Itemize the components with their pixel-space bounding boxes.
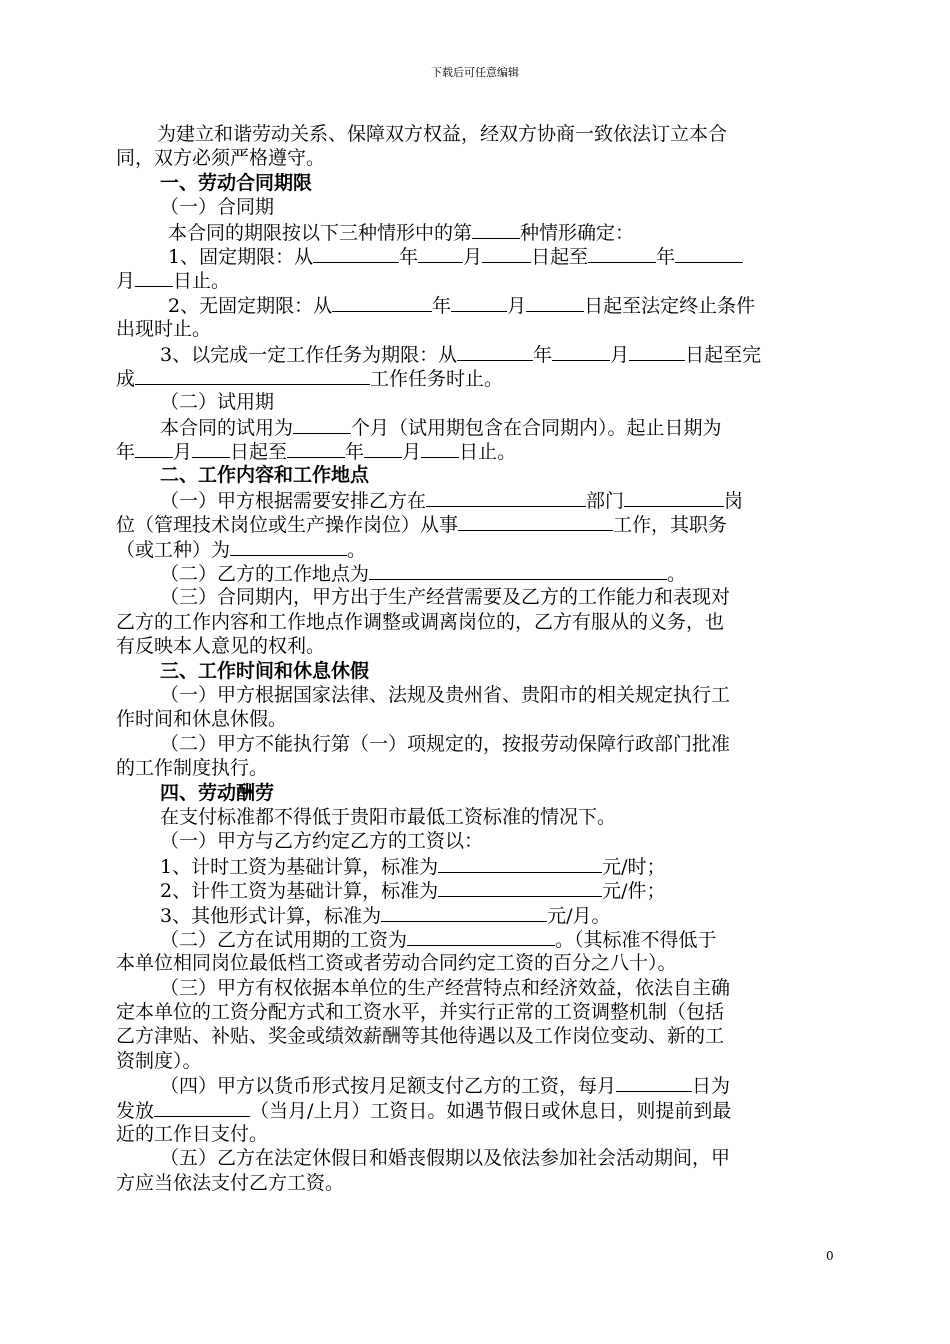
paragraph-line: 1、固定期限：从 年 月 日起至 年 xyxy=(116,244,838,268)
paragraph-line: 作时间和休息休假。 xyxy=(116,708,288,731)
blank-field[interactable] xyxy=(421,439,459,458)
blank-field[interactable] xyxy=(332,293,432,312)
paragraph-line: 的工作制度执行。 xyxy=(116,757,269,780)
paragraph-line: 2、计件工资为基础计算，标准为 元/件； xyxy=(160,880,666,903)
paragraph-line: （三）甲方有权依据本单位的生产经营特点和经济效益，依法自主确 xyxy=(160,976,731,999)
blank-field[interactable] xyxy=(438,878,602,897)
blank-field[interactable] xyxy=(369,561,667,580)
paragraph-line: 年 月 日起至 年 月 日止。 xyxy=(116,441,517,464)
blank-field[interactable] xyxy=(552,342,610,361)
paragraph-line: （一）甲方根据国家法律、法规及贵州省、贵阳市的相关规定执行工 xyxy=(160,683,731,706)
subsection-heading: （一）合同期 xyxy=(160,196,275,219)
paragraph-line: 月 日止。 xyxy=(116,270,231,293)
paragraph-line: 1、计时工资为基础计算，标准为 元/时； xyxy=(160,855,666,878)
paragraph-line: （一）甲方与乙方约定乙方的工资以： xyxy=(160,830,484,853)
subsection-heading: （二）试用期 xyxy=(160,391,275,414)
paragraph-line: 有反映本人意见的权利。 xyxy=(116,635,326,658)
paragraph-line: 同，双方必须严格遵守。 xyxy=(116,147,326,170)
paragraph-line: 在支付标准都不得低于贵阳市最低工资标准的情况下。 xyxy=(160,805,617,828)
paragraph-line: （一）甲方根据需要安排乙方在 部门 岗 xyxy=(160,489,744,512)
blank-field[interactable] xyxy=(135,439,173,458)
blank-field[interactable] xyxy=(381,903,547,922)
blank-field[interactable] xyxy=(438,854,602,873)
blank-field[interactable] xyxy=(588,244,656,263)
blank-field[interactable] xyxy=(313,244,399,263)
section-heading: 二、工作内容和工作地点 xyxy=(160,464,370,487)
paragraph-line: 为建立和谐劳动关系、保障双方权益，经双方协商一致依法订立本合 xyxy=(157,123,728,145)
blank-field[interactable] xyxy=(364,439,402,458)
paragraph-line: （二）乙方在试用期的工资为 。（其标准不得低于 xyxy=(160,928,717,951)
blank-field[interactable] xyxy=(154,1098,250,1117)
paragraph-line: 资制度）。 xyxy=(116,1049,202,1072)
paragraph-line: 乙方津贴、补贴、奖金或绩效薪酬等其他待遇以及工作岗位变动、新的工 xyxy=(116,1025,725,1048)
paragraph-line: 本合同的期限按以下三种情形中的第 种情形确定： xyxy=(168,221,635,244)
paragraph-line: 3、以完成一定工作任务为期限：从 年 月 日起至完 xyxy=(160,343,762,366)
blank-field[interactable] xyxy=(293,415,351,434)
page-header: 下载后可任意编辑 xyxy=(431,66,519,79)
blank-field[interactable] xyxy=(418,244,463,263)
section-heading: 一、劳动合同期限 xyxy=(160,171,313,194)
paragraph-line: 乙方的工作内容和工作地点作调整或调离岗位的，乙方有服从的义务，也 xyxy=(116,610,725,633)
paragraph-line: （三）合同期内，甲方出于生产经营需要及乙方的工作能力和表现对 xyxy=(160,586,731,609)
paragraph-line: 本单位相同岗位最低档工资或者劳动合同约定工资的百分之八十）。 xyxy=(116,952,677,975)
blank-field[interactable] xyxy=(624,488,724,507)
paragraph-line: （二）乙方的工作地点为 。 xyxy=(160,563,687,586)
blank-field[interactable] xyxy=(192,439,230,458)
blank-field[interactable] xyxy=(407,927,555,946)
paragraph-line: 近的工作日支付。 xyxy=(116,1123,269,1146)
blank-field[interactable] xyxy=(457,342,533,361)
blank-field[interactable] xyxy=(135,268,173,287)
blank-field[interactable] xyxy=(472,220,520,239)
blank-field[interactable] xyxy=(526,293,584,312)
paragraph-line: 2、无固定期限：从 年 月 日起至法定终止条件 xyxy=(168,294,756,317)
paragraph-line: 位（管理技术岗位或生产操作岗位）从事 工作，其职务 xyxy=(116,514,728,537)
blank-field[interactable] xyxy=(230,537,347,556)
paragraph-line: 成 工作任务时止。 xyxy=(116,367,504,390)
blank-field[interactable] xyxy=(675,244,743,263)
paragraph-line: 方应当依法支付乙方工资。 xyxy=(116,1171,345,1194)
blank-field[interactable] xyxy=(458,512,613,531)
paragraph-line: 3、其他形式计算，标准为 元/月。 xyxy=(160,904,611,927)
page-number: 0 xyxy=(826,1249,834,1263)
blank-field[interactable] xyxy=(616,1073,692,1092)
paragraph-line: （或工种）为 。 xyxy=(116,538,367,561)
paragraph-line: 出现时止。 xyxy=(116,318,212,341)
blank-field[interactable] xyxy=(482,244,531,263)
paragraph-line: 本合同的试用为 个月（试用期包含在合同期内）。起止日期为 xyxy=(160,416,722,439)
blank-field[interactable] xyxy=(426,488,586,507)
section-heading: 四、劳动酬劳 xyxy=(160,781,275,804)
paragraph-line: （二）甲方不能执行第（一）项规定的，按报劳动保障行政部门批准 xyxy=(160,732,731,755)
blank-field[interactable] xyxy=(287,439,345,458)
blank-field[interactable] xyxy=(629,342,685,361)
blank-field[interactable] xyxy=(135,366,370,385)
document-body xyxy=(116,122,838,1195)
paragraph-line: 发放 （当月/上月）工资日。如遇节假日或休息日，则提前到最 xyxy=(116,1099,732,1122)
paragraph-line: （四）甲方以货币形式按月足额支付乙方的工资，每月 日为 xyxy=(160,1075,731,1098)
blank-field[interactable] xyxy=(451,293,507,312)
section-heading: 三、工作时间和休息休假 xyxy=(160,659,370,682)
paragraph-line: 定本单位的工资分配方式和工资水平，并实行正常的工资调整机制（包括 xyxy=(116,1001,725,1024)
paragraph-line: （五）乙方在法定休假日和婚丧假期以及依法参加社会活动期间，甲 xyxy=(160,1147,731,1170)
